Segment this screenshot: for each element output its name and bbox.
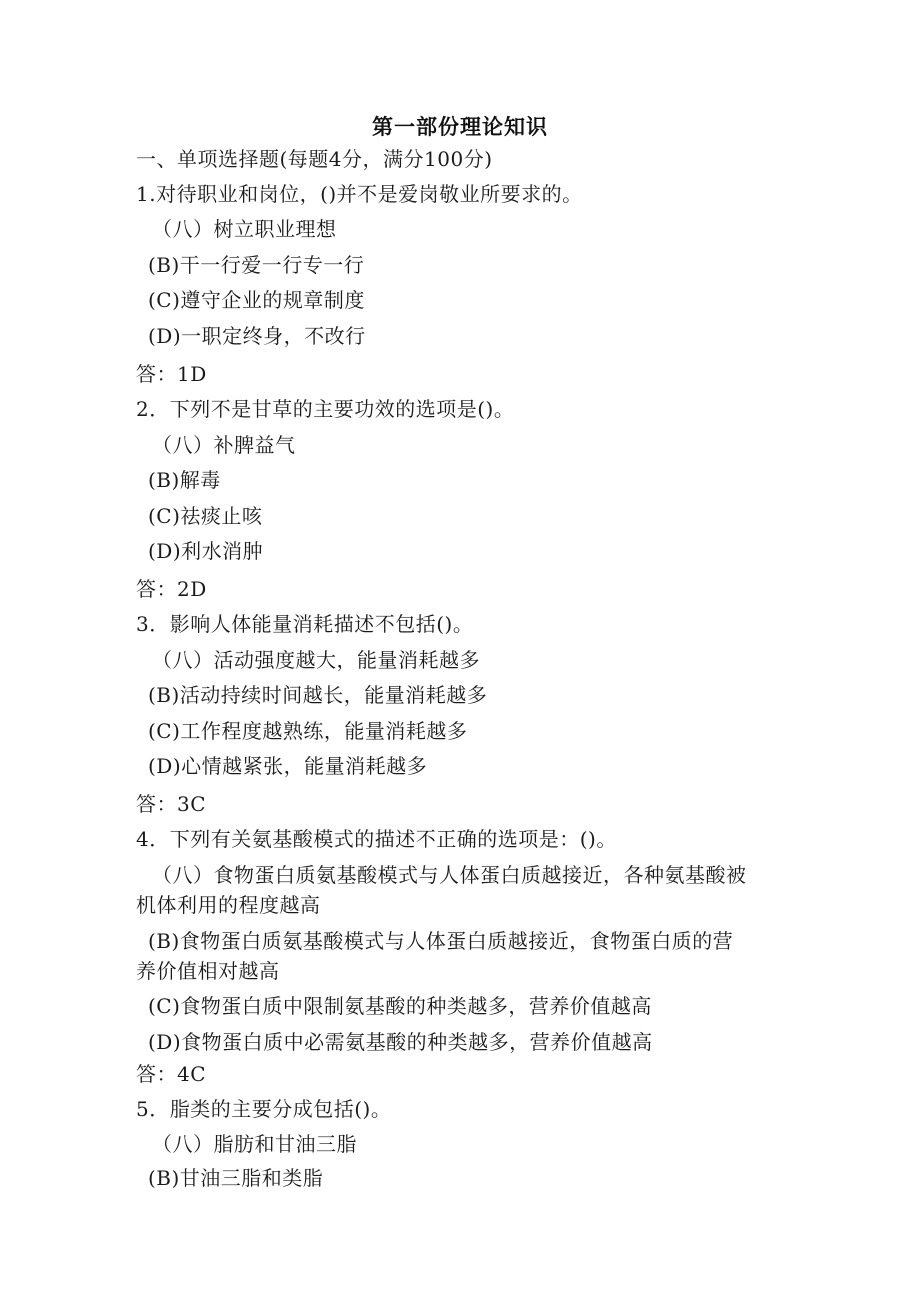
question-3-option-a: （八）活动强度越大，能量消耗越多 (152, 648, 480, 672)
question-3-option-c: (C)工作程度越熟练，能量消耗越多 (148, 719, 468, 743)
question-1-option-b: (B)干一行爱一行专一行 (148, 253, 365, 277)
section-heading: 一、单项选择题(每题4分，满分100分) (136, 147, 493, 171)
question-4-option-b: (B)食物蛋白质氨基酸模式与人体蛋白质越接近，食物蛋白质的营 (148, 929, 734, 953)
question-5-option-a: （八）脂肪和甘油三脂 (152, 1132, 357, 1156)
question-4-option-c: (C)食物蛋白质中限制氨基酸的种类越多，营养价值越高 (148, 994, 652, 1018)
question-5-option-b: (B)甘油三脂和类脂 (148, 1166, 324, 1190)
question-5-stem: 5．脂类的主要分成包括()。 (136, 1097, 392, 1121)
question-3-option-d: (D)心情越紧张，能量消耗越多 (148, 754, 428, 778)
question-1-option-d: (D)一职定终身，不改行 (148, 324, 366, 348)
question-1-answer: 答：1D (136, 362, 207, 386)
page-title: 第一部份理论知识 (372, 115, 548, 139)
question-2-option-c: (C)祛痰止咳 (148, 504, 263, 528)
question-3-answer: 答：3C (136, 792, 207, 816)
question-1-option-a: （八）树立职业理想 (152, 217, 337, 241)
question-4-option-a-continuation: 机体利用的程度越高 (136, 893, 321, 917)
question-1-option-c: (C)遵守企业的规章制度 (148, 288, 365, 312)
question-4-option-b-continuation: 养价值相对越高 (136, 959, 280, 983)
question-1-stem: 1.对待职业和岗位，()并不是爱岗敬业所要求的。 (136, 182, 583, 206)
question-2-option-d: (D)利水消肿 (148, 539, 264, 563)
question-2-answer: 答：2D (136, 577, 207, 601)
question-4-option-d: (D)食物蛋白质中必需氨基酸的种类越多，营养价值越高 (148, 1030, 653, 1054)
question-4-answer: 答：4C (136, 1062, 207, 1086)
question-2-option-b: (B)解毒 (148, 468, 221, 492)
question-3-option-b: (B)活动持续时间越长，能量消耗越多 (148, 683, 488, 707)
question-4-stem: 4．下列有关氨基酸模式的描述不正确的选项是：()。 (136, 827, 617, 851)
question-2-stem: 2．下列不是甘草的主要功效的选项是()。 (136, 397, 515, 421)
question-2-option-a: （八）补脾益气 (152, 433, 296, 457)
question-4-option-a: （八）食物蛋白质氨基酸模式与人体蛋白质越接近，各种氨基酸被 (152, 863, 747, 887)
question-3-stem: 3．影响人体能量消耗描述不包括()。 (136, 612, 474, 636)
